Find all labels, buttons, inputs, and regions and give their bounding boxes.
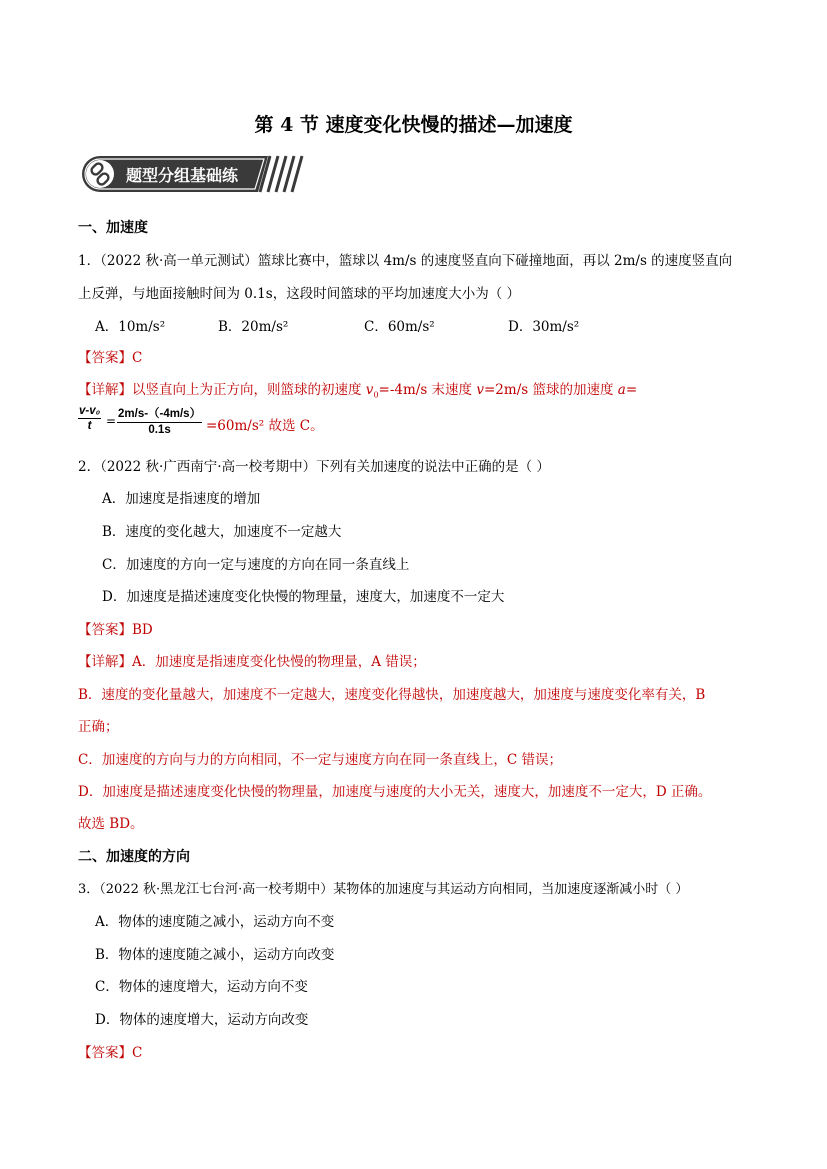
- q3-option-c: C．物体的速度增大，运动方向不变: [95, 979, 308, 995]
- section-heading-2: 二、加速度的方向: [78, 849, 190, 865]
- banner-label: 题型分组基础练: [126, 166, 239, 185]
- answer-line-1: [78, 346, 142, 366]
- page-title: 第 4 节 速度变化快慢的描述—加速度: [254, 114, 573, 136]
- detail-line-1: [78, 378, 637, 400]
- q2-option-a: A．加速度是指速度的增加: [102, 491, 261, 507]
- detail-line-q2-1: [78, 650, 426, 670]
- answer-line-3: [78, 1041, 142, 1061]
- question-2-stem: 2．（2022 秋·广西南宁·高一校考期中）下列有关加速度的说法中正确的是（ ）: [78, 459, 550, 475]
- fraction-2-numerator: 2m/s-（-4m/s）: [117, 405, 202, 423]
- section-heading-1: 一、加速度: [78, 220, 148, 236]
- answer-value: C: [132, 1045, 143, 1061]
- option-c: C．60m/s²: [364, 319, 435, 335]
- symbol-a: a: [617, 382, 626, 398]
- detail-text: =-4m/s 末速度: [378, 382, 477, 398]
- question-1-stem-cont: 上反弹，与地面接触时间为 0.1s，这段时间篮球的平均加速度大小为（ ）: [78, 286, 520, 302]
- detail-text: =2m/s 篮球的加速度: [484, 382, 618, 398]
- detail-line-q2-4: C．加速度的方向与力的方向相同，不一定与速度方向在同一条直线上，C 错误；: [78, 752, 562, 768]
- answer-value: C: [132, 350, 143, 366]
- fraction-1-denominator: t: [87, 420, 92, 432]
- answer-line-2: [78, 618, 153, 638]
- fraction-2: [117, 405, 202, 436]
- answer-value: BD: [132, 622, 153, 638]
- answer-tag: 【答案】: [78, 350, 132, 366]
- question-3-stem: 3．（2022 秋·黑龙江七台河·高一校考期中）某物体的加速度与其运动方向相同，当加速度逐渐减小时（ ）: [78, 882, 689, 897]
- q2-option-d: D．加速度是描述速度变化快慢的物理量，速度大，加速度不一定大: [102, 589, 505, 605]
- option-d: D．30m/s²: [508, 319, 580, 335]
- detail-text: 以竖直向上为正方向，则篮球的初速度: [132, 382, 366, 398]
- detail-line-q2-6: 故选 BD。: [78, 816, 144, 832]
- q3-option-d: D．物体的速度增大，运动方向改变: [95, 1012, 309, 1028]
- q2-option-c: C．加速度的方向一定与速度的方向在同一条直线上: [102, 557, 410, 573]
- detail-line-q2-3: 正确；: [78, 719, 119, 735]
- detail-line-q2-2: B．速度的变化量越大，加速度不一定越大，速度变化得越快，加速度越大，加速度与速度变化率有关，B: [78, 687, 706, 703]
- fraction-1-numerator: v-v₀: [79, 405, 101, 417]
- answer-tag: 【答案】: [78, 1045, 132, 1061]
- option-a: A．10m/s²: [95, 319, 166, 335]
- symbol-v0: v: [365, 382, 374, 398]
- question-1-stem: 1．（2022 秋·高一单元测试）篮球比赛中，篮球以 4m/s 的速度竖直向下碰撞地面，再以 2m/s 的速度竖直向: [78, 253, 733, 269]
- detail-tag: 【详解】: [78, 382, 132, 398]
- detail-text: A．加速度是指速度变化快慢的物理量，A 错误；: [132, 654, 426, 670]
- q3-option-a: A．物体的速度随之减小，运动方向不变: [95, 914, 335, 930]
- q2-option-b: B．速度的变化越大，加速度不一定越大: [102, 524, 342, 540]
- q3-option-b: B．物体的速度随之减小，运动方向改变: [95, 947, 335, 963]
- answer-tag: 【答案】: [78, 622, 132, 638]
- detail-line-q2-5: D．加速度是描述速度变化快慢的物理量，加速度与速度的大小无关，速度大，加速度不一定大，D 正确。: [78, 784, 712, 800]
- subscript-0: 0: [373, 390, 379, 400]
- fraction-2-denominator: 0.1s: [148, 424, 171, 436]
- symbol-v: v: [476, 382, 484, 398]
- equals-sign: =: [625, 382, 638, 398]
- option-b: B．20m/s²: [218, 319, 289, 335]
- detail-tag: 【详解】: [78, 654, 132, 670]
- section-banner: [78, 150, 308, 198]
- equals-sign: =: [106, 414, 117, 428]
- fraction-1: [78, 405, 101, 432]
- detail-line-2: =60m/s² 故选 C。: [206, 418, 324, 434]
